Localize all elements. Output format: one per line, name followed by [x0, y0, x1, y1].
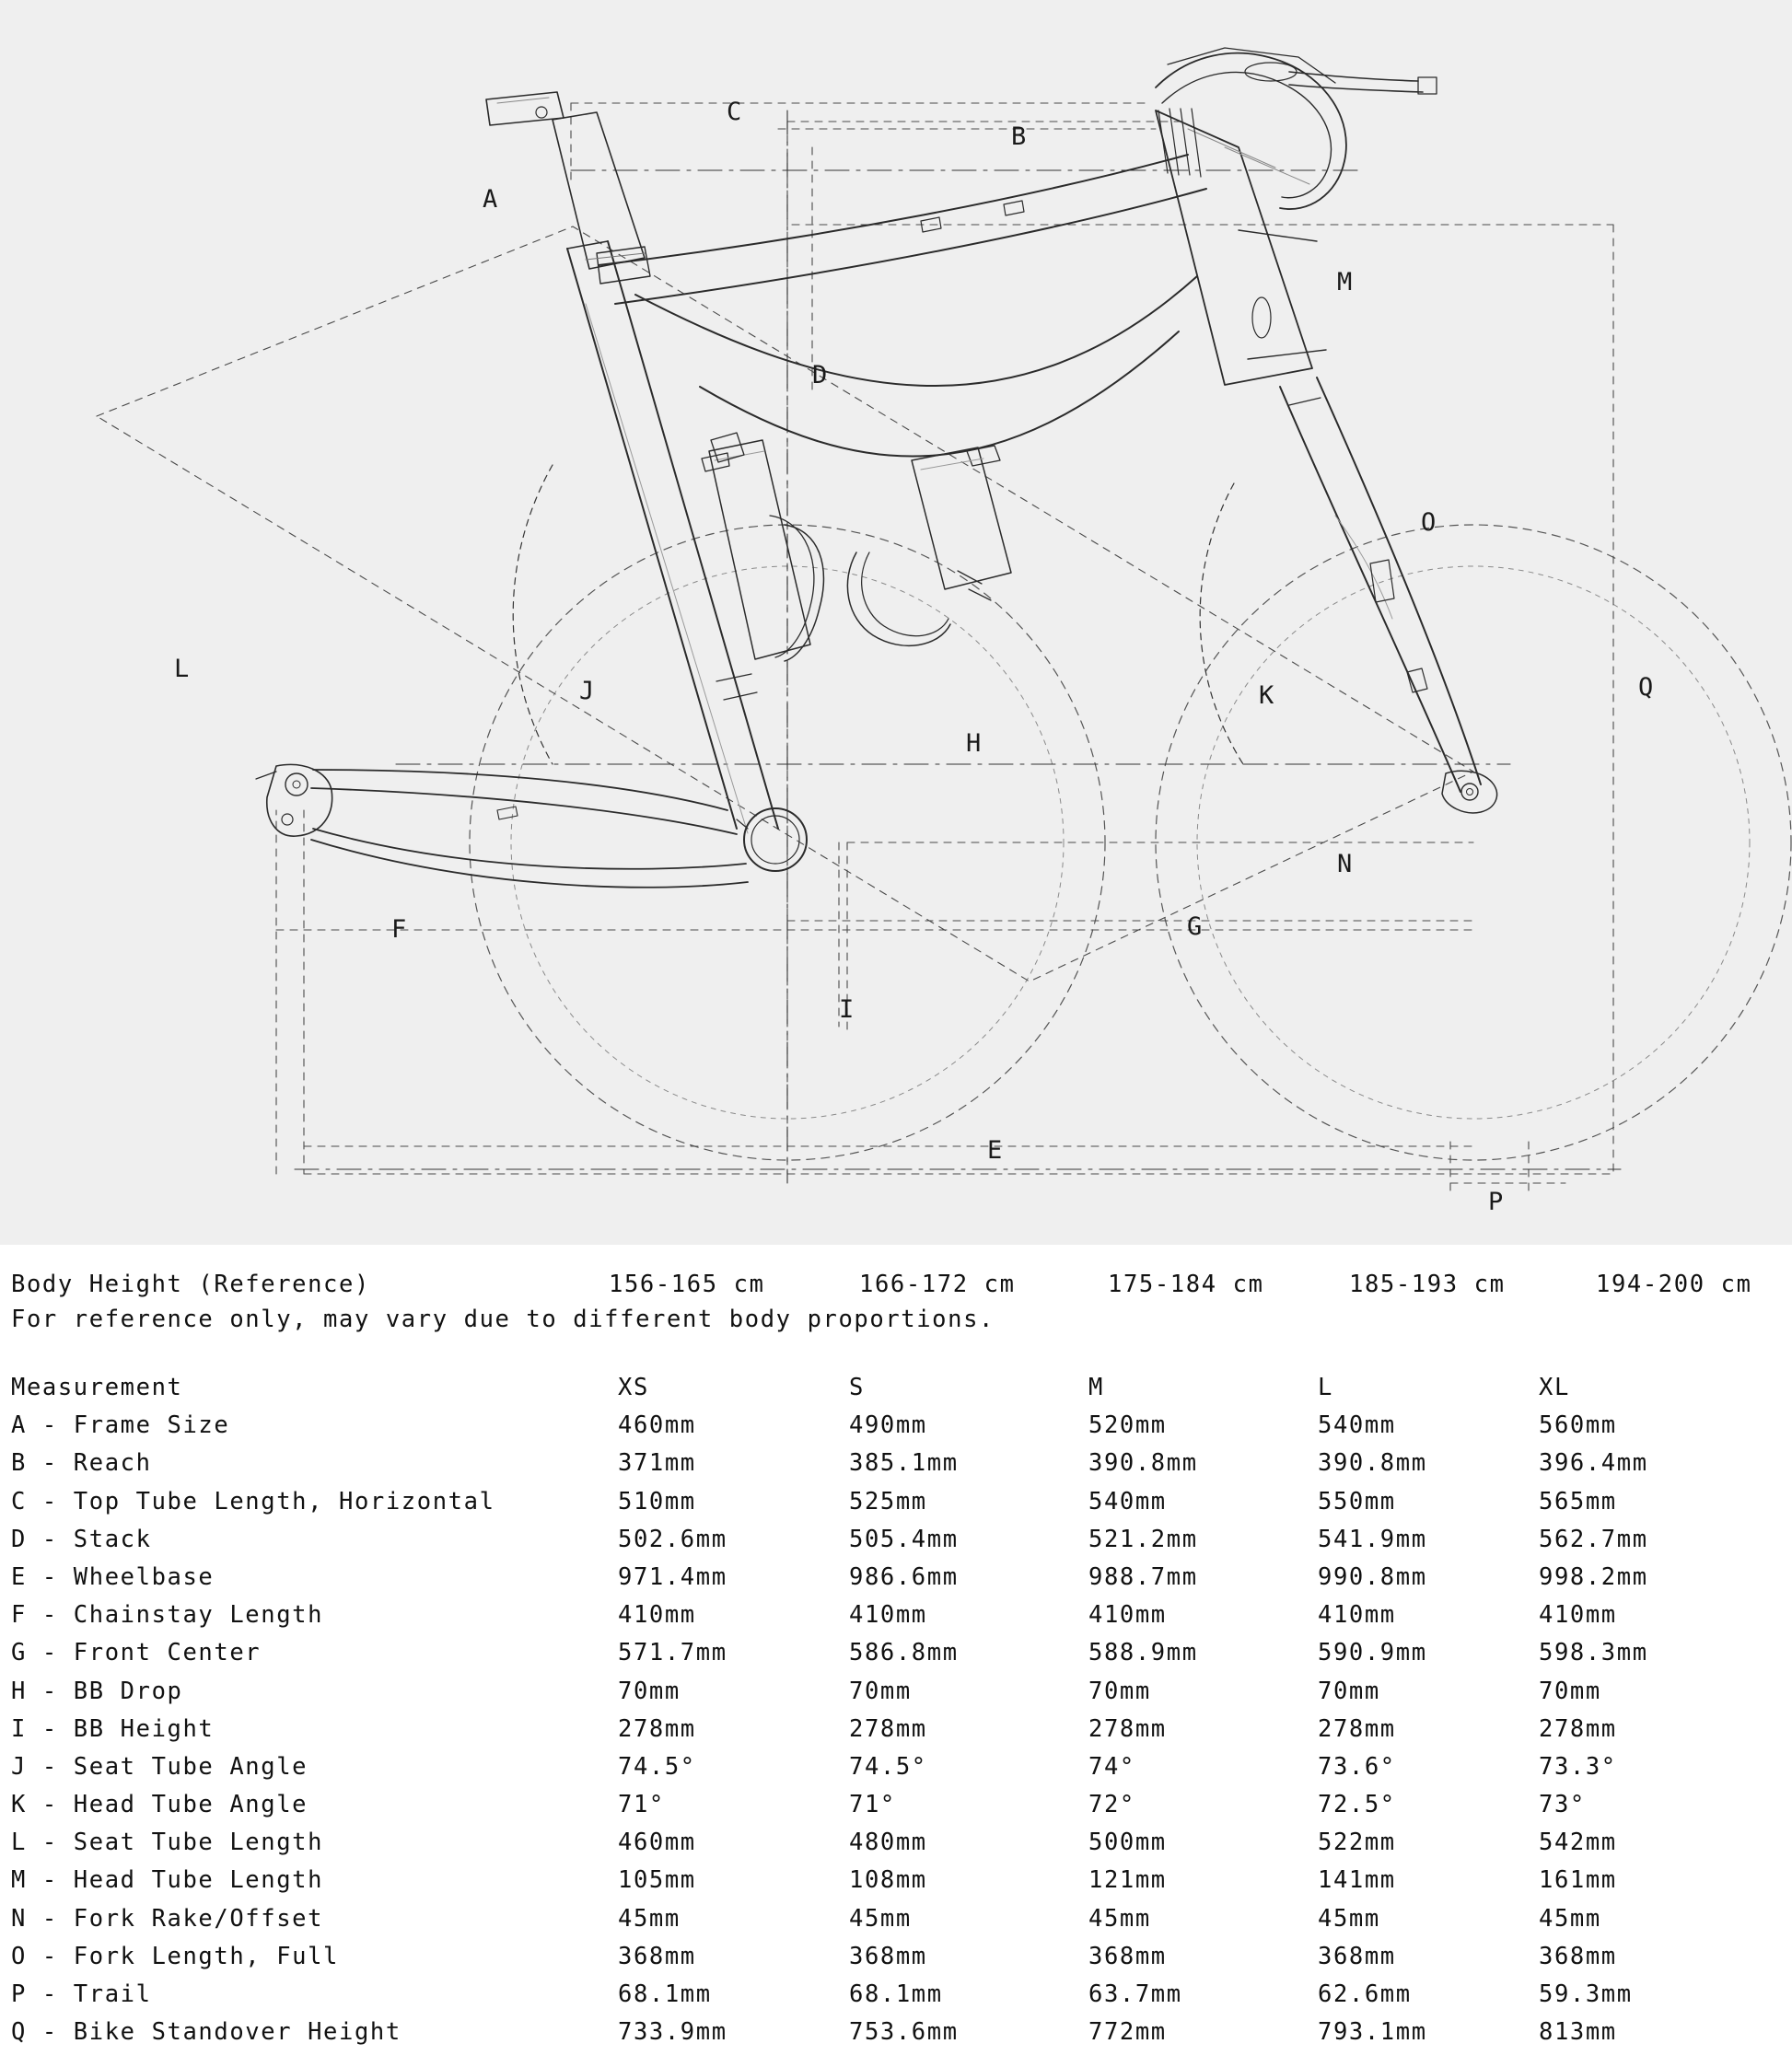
callout-Q: Q — [1638, 673, 1654, 702]
cell-xl: 368mm — [1539, 1942, 1617, 1970]
cell-xl: 70mm — [1539, 1677, 1601, 1705]
row-label: Q - Bike Standover Height — [11, 2018, 401, 2047]
table-row — [11, 1829, 1788, 1866]
cell-l: 550mm — [1318, 1487, 1396, 1515]
header-xs: XS — [618, 1374, 649, 1401]
cell-xl: 560mm — [1539, 1411, 1617, 1440]
cell-m: 74° — [1088, 1752, 1135, 1781]
cell-m: 72° — [1088, 1791, 1135, 1819]
cell-s: 525mm — [849, 1487, 927, 1515]
callout-E: E — [987, 1136, 1003, 1165]
cell-m: 988.7mm — [1088, 1562, 1198, 1591]
table-header-row — [11, 1374, 1788, 1411]
row-label: K - Head Tube Angle — [11, 1791, 308, 1819]
table-row — [11, 1866, 1788, 1904]
header-xl: XL — [1539, 1374, 1570, 1401]
callout-M: M — [1337, 268, 1353, 296]
body-height-m: 175-184 cm — [1108, 1271, 1264, 1298]
cell-l: 45mm — [1318, 1904, 1380, 1933]
cell-xl: 542mm — [1539, 1829, 1617, 1857]
table-row — [11, 1905, 1788, 1943]
body-height-s: 166-172 cm — [859, 1271, 1016, 1298]
cell-l: 590.9mm — [1318, 1639, 1427, 1667]
table-row — [11, 1601, 1788, 1639]
cell-s: 74.5° — [849, 1752, 927, 1781]
cell-xs: 105mm — [618, 1866, 696, 1895]
cell-m: 390.8mm — [1088, 1449, 1198, 1478]
row-label: A - Frame Size — [11, 1411, 230, 1440]
header-s: S — [849, 1374, 865, 1401]
cell-m: 772mm — [1088, 2018, 1167, 2047]
cell-xl: 410mm — [1539, 1601, 1617, 1630]
cell-s: 70mm — [849, 1677, 912, 1705]
callout-D: D — [812, 361, 828, 389]
cell-l: 410mm — [1318, 1601, 1396, 1630]
cell-xs: 510mm — [618, 1487, 696, 1515]
cell-xl: 59.3mm — [1539, 1980, 1633, 2008]
cell-l: 72.5° — [1318, 1791, 1396, 1819]
cell-xs: 502.6mm — [618, 1525, 727, 1553]
cell-m: 45mm — [1088, 1904, 1151, 1933]
cell-s: 278mm — [849, 1714, 927, 1743]
cell-l: 390.8mm — [1318, 1449, 1427, 1478]
row-label: G - Front Center — [11, 1639, 262, 1667]
table-row — [11, 1715, 1788, 1753]
cell-s: 753.6mm — [849, 2018, 959, 2047]
row-label: E - Wheelbase — [11, 1562, 215, 1591]
table-row — [11, 1639, 1788, 1677]
cell-xs: 68.1mm — [618, 1980, 712, 2008]
header-l: L — [1318, 1374, 1333, 1401]
row-label: I - BB Height — [11, 1714, 215, 1743]
cell-m: 521.2mm — [1088, 1525, 1198, 1553]
row-label: N - Fork Rake/Offset — [11, 1904, 324, 1933]
table-row — [11, 1753, 1788, 1791]
body-height-row — [11, 1271, 1788, 1302]
cell-xl: 45mm — [1539, 1904, 1601, 1933]
callout-O: O — [1421, 508, 1437, 537]
cell-s: 490mm — [849, 1411, 927, 1440]
cell-m: 588.9mm — [1088, 1639, 1198, 1667]
cell-xl: 565mm — [1539, 1487, 1617, 1515]
cell-xs: 74.5° — [618, 1752, 696, 1781]
cell-l: 62.6mm — [1318, 1980, 1412, 2008]
cell-xs: 368mm — [618, 1942, 696, 1970]
callout-N: N — [1337, 850, 1353, 878]
row-label: L - Seat Tube Length — [11, 1829, 324, 1857]
cell-s: 108mm — [849, 1866, 927, 1895]
header-measurement: Measurement — [11, 1374, 183, 1401]
callout-B: B — [1011, 122, 1027, 151]
callout-I: I — [839, 995, 855, 1024]
cell-l: 990.8mm — [1318, 1562, 1427, 1591]
callout-K: K — [1259, 681, 1274, 710]
table-row — [11, 1678, 1788, 1715]
table-row — [11, 1449, 1788, 1487]
row-label: J - Seat Tube Angle — [11, 1752, 308, 1781]
cell-xs: 733.9mm — [618, 2018, 727, 2047]
callout-J: J — [579, 677, 595, 705]
row-label: F - Chainstay Length — [11, 1601, 324, 1630]
cell-s: 385.1mm — [849, 1449, 959, 1478]
table-row — [11, 1791, 1788, 1829]
cell-xl: 813mm — [1539, 2018, 1617, 2047]
cell-xs: 371mm — [618, 1449, 696, 1478]
cell-s: 71° — [849, 1791, 896, 1819]
cell-s: 986.6mm — [849, 1562, 959, 1591]
row-label: D - Stack — [11, 1525, 152, 1553]
cell-xl: 73.3° — [1539, 1752, 1617, 1781]
callout-F: F — [391, 915, 407, 944]
cell-m: 500mm — [1088, 1829, 1167, 1857]
cell-xl: 396.4mm — [1539, 1449, 1648, 1478]
cell-xs: 278mm — [618, 1714, 696, 1743]
cell-s: 410mm — [849, 1601, 927, 1630]
cell-m: 410mm — [1088, 1601, 1167, 1630]
cell-xs: 71° — [618, 1791, 665, 1819]
table-row — [11, 1411, 1788, 1449]
cell-xl: 278mm — [1539, 1714, 1617, 1743]
table-row — [11, 1526, 1788, 1563]
cell-m: 520mm — [1088, 1411, 1167, 1440]
table-row — [11, 1563, 1788, 1601]
cell-s: 45mm — [849, 1904, 912, 1933]
body-height-label: Body Height (Reference) — [11, 1271, 370, 1298]
callout-P: P — [1488, 1188, 1504, 1216]
cell-l: 73.6° — [1318, 1752, 1396, 1781]
cell-l: 141mm — [1318, 1866, 1396, 1895]
cell-s: 480mm — [849, 1829, 927, 1857]
row-label: B - Reach — [11, 1449, 152, 1478]
cell-xs: 971.4mm — [618, 1562, 727, 1591]
cell-xs: 460mm — [618, 1411, 696, 1440]
cell-m: 540mm — [1088, 1487, 1167, 1515]
callout-L: L — [174, 655, 190, 683]
cell-xs: 45mm — [618, 1904, 681, 1933]
cell-l: 540mm — [1318, 1411, 1396, 1440]
callout-C: C — [727, 98, 742, 126]
measurements-table — [11, 1374, 1788, 2056]
cell-xl: 598.3mm — [1539, 1639, 1648, 1667]
cell-xl: 73° — [1539, 1791, 1586, 1819]
cell-l: 70mm — [1318, 1677, 1380, 1705]
callout-G: G — [1187, 912, 1203, 941]
row-label: H - BB Drop — [11, 1677, 183, 1705]
row-label: O - Fork Length, Full — [11, 1942, 339, 1970]
cell-m: 70mm — [1088, 1677, 1151, 1705]
cell-xl: 161mm — [1539, 1866, 1617, 1895]
body-height-xl: 194-200 cm — [1596, 1271, 1752, 1298]
cell-l: 368mm — [1318, 1942, 1396, 1970]
reference-note: For reference only, may vary due to different body proportions. — [11, 1306, 995, 1333]
cell-m: 368mm — [1088, 1942, 1167, 1970]
cell-s: 68.1mm — [849, 1980, 943, 2008]
cell-s: 505.4mm — [849, 1525, 959, 1553]
cell-xs: 571.7mm — [618, 1639, 727, 1667]
cell-xs: 460mm — [618, 1829, 696, 1857]
table-row — [11, 1943, 1788, 1980]
row-label: M - Head Tube Length — [11, 1866, 324, 1895]
table-row — [11, 2018, 1788, 2056]
body-height-xs: 156-165 cm — [609, 1271, 765, 1298]
row-label: C - Top Tube Length, Horizontal — [11, 1487, 495, 1515]
cell-m: 121mm — [1088, 1866, 1167, 1895]
table-row — [11, 1488, 1788, 1526]
cell-s: 368mm — [849, 1942, 927, 1970]
cell-l: 278mm — [1318, 1714, 1396, 1743]
callout-A: A — [483, 185, 498, 214]
table-row — [11, 1980, 1788, 2018]
cell-xs: 410mm — [618, 1601, 696, 1630]
cell-s: 586.8mm — [849, 1639, 959, 1667]
body-height-l: 185-193 cm — [1349, 1271, 1506, 1298]
cell-l: 793.1mm — [1318, 2018, 1427, 2047]
row-label: P - Trail — [11, 1980, 152, 2008]
header-m: M — [1088, 1374, 1104, 1401]
cell-l: 522mm — [1318, 1829, 1396, 1857]
cell-l: 541.9mm — [1318, 1525, 1427, 1553]
specs-panel — [0, 1245, 1792, 2067]
cell-m: 278mm — [1088, 1714, 1167, 1743]
callout-H: H — [966, 729, 982, 758]
cell-xl: 562.7mm — [1539, 1525, 1648, 1553]
cell-xs: 70mm — [618, 1677, 681, 1705]
cell-xl: 998.2mm — [1539, 1562, 1648, 1591]
cell-m: 63.7mm — [1088, 1980, 1182, 2008]
